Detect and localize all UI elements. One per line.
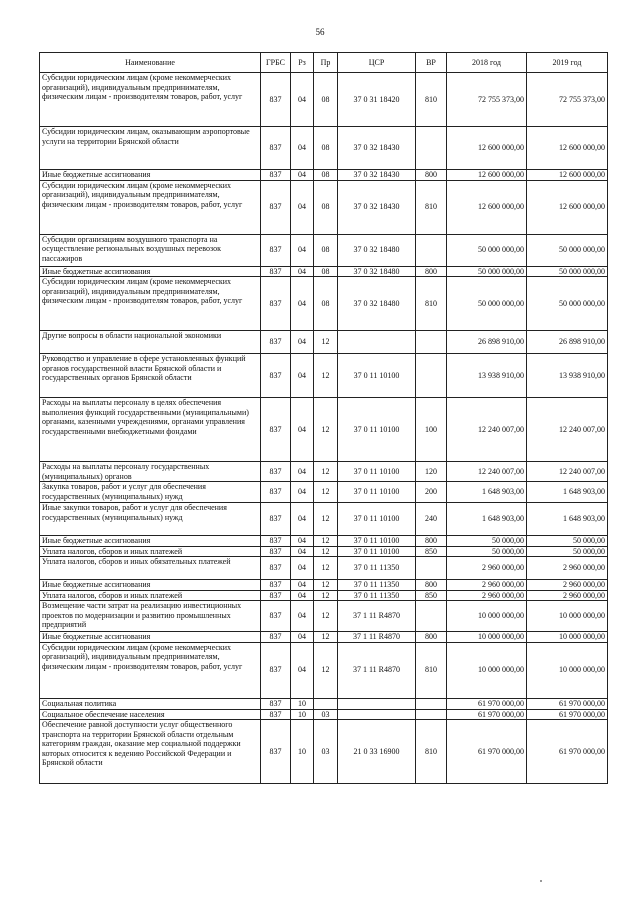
- cell-vr: 100: [416, 398, 447, 462]
- cell-value-2019: 2 960 000,00: [527, 590, 608, 601]
- cell-name: Руководство и управление в сфере установленных функций органов государственной власти Брянской области и государственных органов Брянской области: [40, 354, 261, 398]
- cell-pr: 12: [314, 503, 338, 536]
- cell-vr: 240: [416, 503, 447, 536]
- cell-value-2019: 1 648 903,00: [527, 482, 608, 503]
- cell-value-2018: 12 240 007,00: [447, 398, 527, 462]
- cell-pr: 12: [314, 580, 338, 591]
- cell-pr: 08: [314, 180, 338, 234]
- cell-value-2019: 12 600 000,00: [527, 127, 608, 170]
- page-number: 56: [315, 27, 325, 37]
- cell-csr: [338, 698, 416, 709]
- header-2018: 2018 год: [447, 53, 527, 73]
- cell-name: Социальная политика: [40, 698, 261, 709]
- cell-value-2018: 72 755 373,00: [447, 73, 527, 127]
- cell-rz: 04: [291, 277, 314, 331]
- cell-vr: [416, 601, 447, 632]
- cell-name: Иные бюджетные ассигнования: [40, 170, 261, 181]
- table-row: [40, 398, 608, 462]
- scan-speck: [540, 880, 542, 882]
- cell-vr: 810: [416, 180, 447, 234]
- cell-pr: 12: [314, 462, 338, 482]
- cell-value-2018: 2 960 000,00: [447, 557, 527, 580]
- cell-value-2019: 50 000,00: [527, 546, 608, 557]
- cell-value-2019: 61 970 000,00: [527, 709, 608, 720]
- cell-csr: 37 0 11 10100: [338, 546, 416, 557]
- table-row: [40, 331, 608, 354]
- cell-csr: 37 0 11 11350: [338, 557, 416, 580]
- table-row: [40, 557, 608, 580]
- cell-pr: 12: [314, 331, 338, 354]
- header-pr: Пр: [314, 53, 338, 73]
- cell-vr: 810: [416, 720, 447, 784]
- cell-value-2019: 12 240 007,00: [527, 462, 608, 482]
- cell-value-2019: 50 000,00: [527, 536, 608, 547]
- cell-pr: 12: [314, 546, 338, 557]
- cell-value-2019: 50 000 000,00: [527, 266, 608, 277]
- cell-name: Уплата налогов, сборов и иных платежей: [40, 546, 261, 557]
- cell-value-2018: 12 600 000,00: [447, 127, 527, 170]
- cell-rz: 04: [291, 234, 314, 266]
- cell-pr: 12: [314, 536, 338, 547]
- cell-name: Уплата налогов, сборов и иных платежей: [40, 590, 261, 601]
- cell-rz: 04: [291, 642, 314, 698]
- cell-pr: 08: [314, 127, 338, 170]
- cell-vr: 800: [416, 170, 447, 181]
- cell-grbs: 837: [261, 709, 291, 720]
- cell-value-2018: 12 240 007,00: [447, 462, 527, 482]
- cell-csr: 37 0 32 18480: [338, 277, 416, 331]
- table-row: [40, 720, 608, 784]
- cell-grbs: 837: [261, 180, 291, 234]
- cell-name: Иные бюджетные ассигнования: [40, 632, 261, 643]
- cell-value-2018: 50 000 000,00: [447, 277, 527, 331]
- cell-value-2019: 26 898 910,00: [527, 331, 608, 354]
- table-row: [40, 536, 608, 547]
- cell-value-2019: 2 960 000,00: [527, 557, 608, 580]
- cell-value-2019: 50 000 000,00: [527, 234, 608, 266]
- cell-rz: 04: [291, 536, 314, 547]
- cell-name: Расходы на выплаты персоналу в целях обеспечения выполнения функций государственными (муниципальными) органами, казенными учреждениями, органами управления государственными внебюджетными фондами: [40, 398, 261, 462]
- cell-vr: 810: [416, 642, 447, 698]
- cell-name: Субсидии юридическим лицам (кроме некоммерческих организаций), индивидуальным предпринимателям, физическим лицам - производителям товаров, работ, услуг: [40, 73, 261, 127]
- cell-csr: 37 0 11 11350: [338, 580, 416, 591]
- cell-vr: [416, 709, 447, 720]
- cell-name: Обеспечение равной доступности услуг общественного транспорта на территории Брянской области отдельным категориям граждан, оказание мер социальной поддержки которых относится к ведению Российской Федерации и Брянской области: [40, 720, 261, 784]
- header-vr: ВР: [416, 53, 447, 73]
- cell-pr: 03: [314, 720, 338, 784]
- cell-rz: 10: [291, 709, 314, 720]
- cell-grbs: 837: [261, 720, 291, 784]
- cell-vr: 850: [416, 546, 447, 557]
- cell-name: Субсидии организациям воздушного транспорта на осуществление региональных воздушных перевозок пассажиров: [40, 234, 261, 266]
- cell-csr: 37 0 32 18430: [338, 180, 416, 234]
- cell-name: Субсидии юридическим лицам, оказывающим аэропортовые услуги на территории Брянской области: [40, 127, 261, 170]
- cell-value-2018: 50 000 000,00: [447, 234, 527, 266]
- cell-value-2018: 10 000 000,00: [447, 632, 527, 643]
- cell-csr: 37 0 32 18480: [338, 234, 416, 266]
- cell-grbs: 837: [261, 482, 291, 503]
- cell-grbs: 837: [261, 277, 291, 331]
- cell-vr: [416, 557, 447, 580]
- cell-name: Иные закупки товаров, работ и услуг для обеспечения государственных (муниципальных) нужд: [40, 503, 261, 536]
- cell-grbs: 837: [261, 266, 291, 277]
- table-row: [40, 482, 608, 503]
- cell-name: Расходы на выплаты персоналу государственных (муниципальных) органов: [40, 462, 261, 482]
- cell-csr: 37 0 11 10100: [338, 354, 416, 398]
- cell-rz: 04: [291, 266, 314, 277]
- cell-pr: 12: [314, 354, 338, 398]
- cell-vr: [416, 234, 447, 266]
- table-row: [40, 462, 608, 482]
- cell-value-2018: 61 970 000,00: [447, 698, 527, 709]
- cell-vr: [416, 331, 447, 354]
- cell-value-2018: 2 960 000,00: [447, 580, 527, 591]
- header-rz: Рз: [291, 53, 314, 73]
- cell-name: Уплата налогов, сборов и иных обязательных платежей: [40, 557, 261, 580]
- cell-name: Субсидии юридическим лицам (кроме некоммерческих организаций), индивидуальным предпринимателям, физическим лицам - производителям товаров, работ, услуг: [40, 642, 261, 698]
- cell-csr: 37 0 32 18480: [338, 266, 416, 277]
- cell-rz: 04: [291, 73, 314, 127]
- cell-name: Субсидии юридическим лицам (кроме некоммерческих организаций), индивидуальным предпринимателям, физическим лицам - производителям товаров, работ, услуг: [40, 180, 261, 234]
- cell-vr: [416, 698, 447, 709]
- table-row: [40, 73, 608, 127]
- cell-rz: 04: [291, 557, 314, 580]
- cell-grbs: 837: [261, 462, 291, 482]
- cell-grbs: 837: [261, 557, 291, 580]
- cell-vr: 800: [416, 632, 447, 643]
- cell-csr: 37 0 31 18420: [338, 73, 416, 127]
- cell-name: Социальное обеспечение населения: [40, 709, 261, 720]
- cell-csr: 37 1 11 R4870: [338, 632, 416, 643]
- cell-rz: 04: [291, 590, 314, 601]
- table-body: [40, 73, 608, 784]
- cell-vr: 850: [416, 590, 447, 601]
- cell-csr: [338, 709, 416, 720]
- cell-name: Возмещение части затрат на реализацию инвестиционных проектов по модернизации и развитию промышленных предприятий: [40, 601, 261, 632]
- cell-grbs: 837: [261, 642, 291, 698]
- cell-value-2018: 26 898 910,00: [447, 331, 527, 354]
- header-csr: ЦСР: [338, 53, 416, 73]
- cell-pr: 12: [314, 642, 338, 698]
- cell-grbs: 837: [261, 73, 291, 127]
- cell-value-2018: 1 648 903,00: [447, 482, 527, 503]
- header-row: [40, 53, 608, 73]
- table-row: [40, 266, 608, 277]
- cell-csr: 21 0 33 16900: [338, 720, 416, 784]
- cell-value-2019: 1 648 903,00: [527, 503, 608, 536]
- cell-pr: 12: [314, 590, 338, 601]
- cell-rz: 04: [291, 632, 314, 643]
- cell-rz: 10: [291, 698, 314, 709]
- cell-pr: 12: [314, 482, 338, 503]
- table-row: [40, 546, 608, 557]
- cell-value-2019: 13 938 910,00: [527, 354, 608, 398]
- table-row: [40, 698, 608, 709]
- cell-csr: 37 0 11 10100: [338, 462, 416, 482]
- cell-grbs: 837: [261, 632, 291, 643]
- cell-csr: 37 1 11 R4870: [338, 601, 416, 632]
- cell-value-2018: 61 970 000,00: [447, 709, 527, 720]
- cell-rz: 04: [291, 482, 314, 503]
- cell-value-2019: 61 970 000,00: [527, 698, 608, 709]
- cell-grbs: 837: [261, 354, 291, 398]
- cell-value-2018: 50 000 000,00: [447, 266, 527, 277]
- cell-value-2018: 2 960 000,00: [447, 590, 527, 601]
- cell-grbs: 837: [261, 590, 291, 601]
- cell-name: Субсидии юридическим лицам (кроме некоммерческих организаций), индивидуальным предпринимателям, физическим лицам - производителям товаров, работ, услуг: [40, 277, 261, 331]
- table-row: [40, 642, 608, 698]
- table-row: [40, 632, 608, 643]
- table-row: [40, 580, 608, 591]
- cell-value-2018: 13 938 910,00: [447, 354, 527, 398]
- cell-vr: 800: [416, 536, 447, 547]
- cell-pr: 12: [314, 632, 338, 643]
- header-2019: 2019 год: [527, 53, 608, 73]
- cell-rz: 04: [291, 601, 314, 632]
- cell-name: Закупка товаров, работ и услуг для обеспечения государственных (муниципальных) нужд: [40, 482, 261, 503]
- cell-pr: 08: [314, 234, 338, 266]
- cell-name: Иные бюджетные ассигнования: [40, 580, 261, 591]
- cell-value-2018: 1 648 903,00: [447, 503, 527, 536]
- cell-csr: 37 0 32 18430: [338, 127, 416, 170]
- cell-grbs: 837: [261, 234, 291, 266]
- cell-grbs: 837: [261, 398, 291, 462]
- cell-vr: [416, 127, 447, 170]
- cell-csr: 37 0 11 10100: [338, 536, 416, 547]
- cell-rz: 04: [291, 331, 314, 354]
- cell-rz: 04: [291, 127, 314, 170]
- table-row: [40, 127, 608, 170]
- cell-value-2019: 2 960 000,00: [527, 580, 608, 591]
- cell-value-2019: 10 000 000,00: [527, 642, 608, 698]
- cell-rz: 04: [291, 503, 314, 536]
- cell-vr: 800: [416, 580, 447, 591]
- cell-rz: 04: [291, 580, 314, 591]
- cell-value-2018: 50 000,00: [447, 536, 527, 547]
- cell-grbs: 837: [261, 503, 291, 536]
- cell-grbs: 837: [261, 546, 291, 557]
- table-row: [40, 234, 608, 266]
- cell-grbs: 837: [261, 698, 291, 709]
- cell-csr: 37 0 11 10100: [338, 482, 416, 503]
- cell-rz: 04: [291, 354, 314, 398]
- cell-value-2019: 61 970 000,00: [527, 720, 608, 784]
- table-row: [40, 601, 608, 632]
- cell-rz: 04: [291, 180, 314, 234]
- cell-pr: 12: [314, 557, 338, 580]
- cell-grbs: 837: [261, 601, 291, 632]
- table-row: [40, 354, 608, 398]
- cell-pr: 08: [314, 266, 338, 277]
- cell-vr: 800: [416, 266, 447, 277]
- cell-vr: 200: [416, 482, 447, 503]
- cell-rz: 04: [291, 546, 314, 557]
- cell-rz: 04: [291, 398, 314, 462]
- cell-pr: 12: [314, 601, 338, 632]
- cell-pr: 08: [314, 170, 338, 181]
- cell-csr: 37 0 32 18430: [338, 170, 416, 181]
- table-row: [40, 180, 608, 234]
- cell-vr: 810: [416, 73, 447, 127]
- cell-value-2019: 10 000 000,00: [527, 632, 608, 643]
- cell-grbs: 837: [261, 127, 291, 170]
- cell-value-2019: 12 240 007,00: [527, 398, 608, 462]
- cell-vr: [416, 354, 447, 398]
- table-row: [40, 503, 608, 536]
- cell-value-2019: 12 600 000,00: [527, 170, 608, 181]
- cell-rz: 10: [291, 720, 314, 784]
- table-row: [40, 709, 608, 720]
- cell-csr: 37 0 11 10100: [338, 398, 416, 462]
- cell-vr: 810: [416, 277, 447, 331]
- cell-grbs: 837: [261, 170, 291, 181]
- cell-pr: 12: [314, 398, 338, 462]
- cell-value-2018: 61 970 000,00: [447, 720, 527, 784]
- cell-pr: [314, 698, 338, 709]
- cell-pr: 08: [314, 73, 338, 127]
- cell-value-2018: 50 000,00: [447, 546, 527, 557]
- cell-value-2018: 12 600 000,00: [447, 170, 527, 181]
- cell-name: Иные бюджетные ассигнования: [40, 266, 261, 277]
- cell-value-2019: 10 000 000,00: [527, 601, 608, 632]
- table-row: [40, 590, 608, 601]
- cell-csr: 37 1 11 R4870: [338, 642, 416, 698]
- cell-value-2018: 10 000 000,00: [447, 601, 527, 632]
- cell-csr: [338, 331, 416, 354]
- cell-vr: 120: [416, 462, 447, 482]
- cell-pr: 03: [314, 709, 338, 720]
- header-grbs: ГРБС: [261, 53, 291, 73]
- table-row: [40, 277, 608, 331]
- cell-name: Иные бюджетные ассигнования: [40, 536, 261, 547]
- table-row: [40, 170, 608, 181]
- budget-table: [39, 52, 608, 784]
- cell-csr: 37 0 11 10100: [338, 503, 416, 536]
- cell-value-2018: 10 000 000,00: [447, 642, 527, 698]
- cell-value-2019: 50 000 000,00: [527, 277, 608, 331]
- header-name: Наименование: [40, 53, 261, 73]
- cell-rz: 04: [291, 170, 314, 181]
- cell-value-2018: 12 600 000,00: [447, 180, 527, 234]
- cell-grbs: 837: [261, 580, 291, 591]
- cell-pr: 08: [314, 277, 338, 331]
- cell-grbs: 837: [261, 536, 291, 547]
- cell-value-2019: 72 755 373,00: [527, 73, 608, 127]
- cell-rz: 04: [291, 462, 314, 482]
- cell-grbs: 837: [261, 331, 291, 354]
- cell-csr: 37 0 11 11350: [338, 590, 416, 601]
- cell-value-2019: 12 600 000,00: [527, 180, 608, 234]
- cell-name: Другие вопросы в области национальной экономики: [40, 331, 261, 354]
